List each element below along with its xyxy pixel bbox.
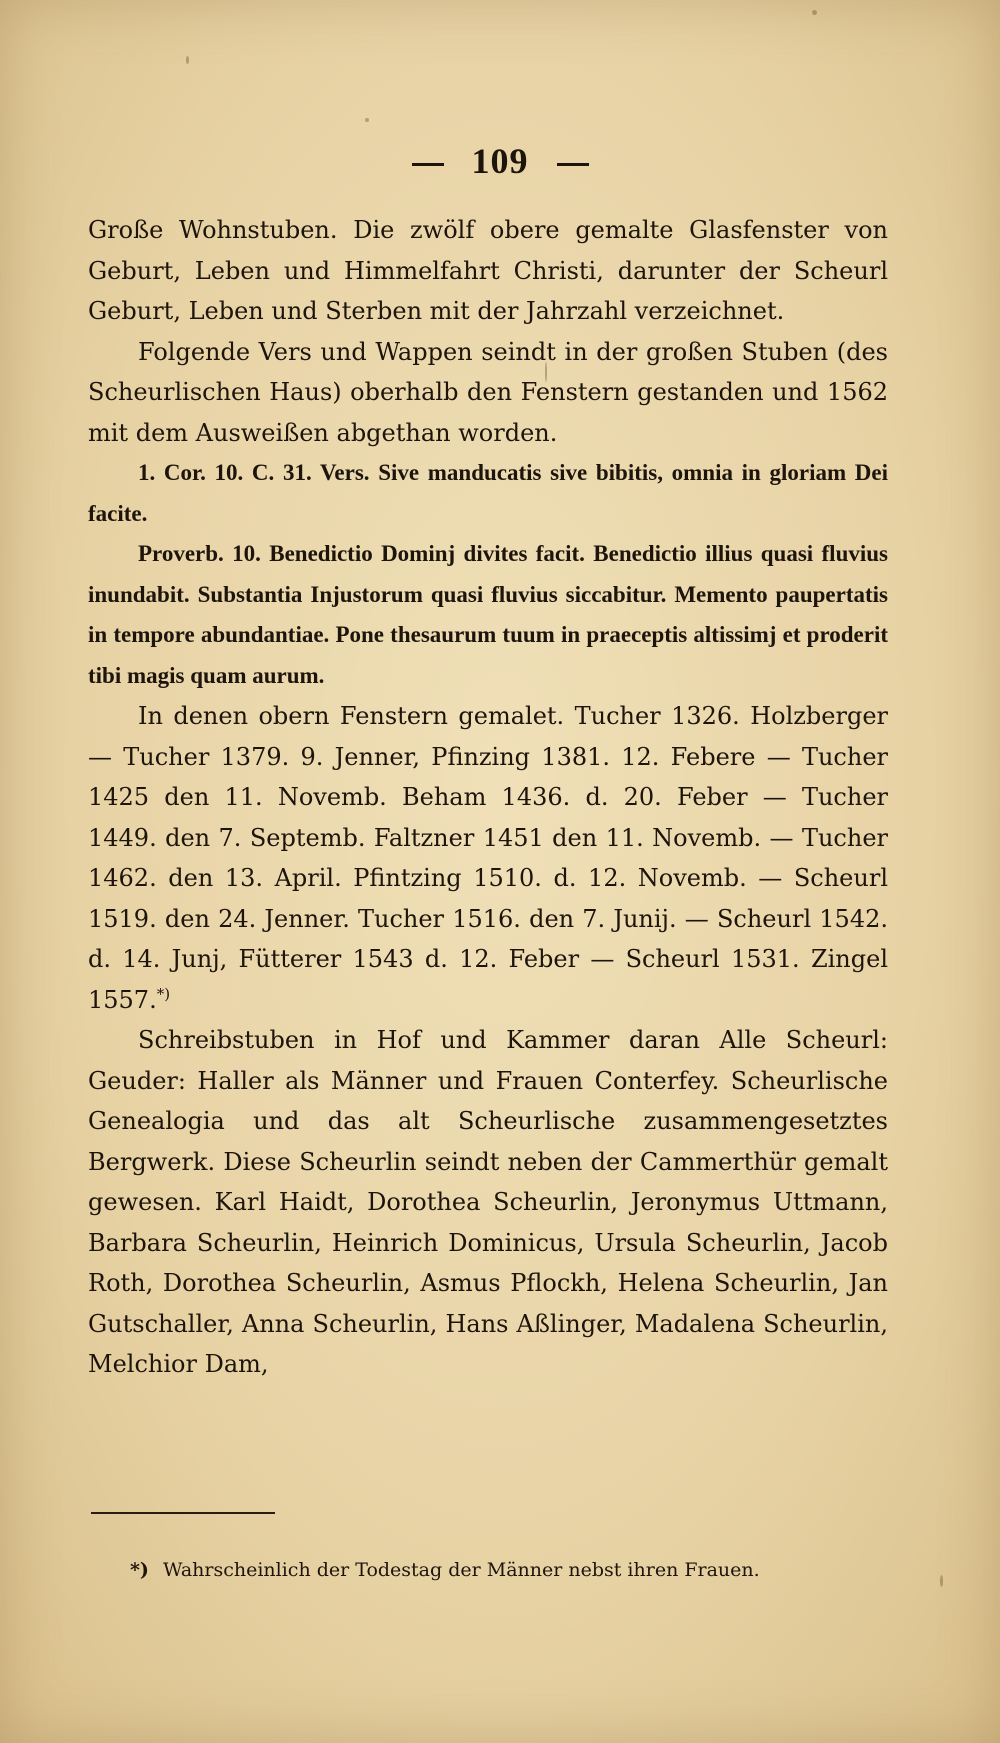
fenster-list-text: In denen obern Fenstern gemalet. Tucher 1326. Holzberger — Tucher 1379. 9. Jenner, Pfinzing 1381. 12. Febere — Tucher 1425 den 11. Novemb. Beham 1436. d. 20. Feber — Tucher 1449. den 7. Septemb. Faltzner 1451 den 11. Novemb. — Tucher 1462. den 13. April. Pfintzing 1510. d. 12. Novemb. — Scheurl 1519. den 24. Jenner. Tucher 1516. den 7. Junij. — Scheurl 1542. d. 14. Junj, Fütterer 1543 d. 12. Feber — Scheurl 1531. Zingel 1557. <box>88 702 888 1014</box>
header-dash-left <box>412 163 444 166</box>
footnote <box>130 1556 890 1584</box>
header-dash-right <box>557 163 589 166</box>
page-body <box>88 210 888 1385</box>
footnote-rule <box>91 1512 275 1514</box>
paragraph-vers-und-wappen: Folgende Vers und Wappen seindt in der großen Stuben (des Scheurlischen Haus) oberhalb den Fenstern gestanden und 1562 mit dem Ausweißen abgethan worden. <box>88 337 888 447</box>
footnote-reference: *) <box>156 984 171 1003</box>
paper-speck <box>940 1575 943 1587</box>
paper-speck <box>365 118 369 122</box>
paragraph-latin-corinthians: 1. Cor. 10. C. 31. Vers. Sive manducatis sive bibitis, omnia in gloriam Dei facite. <box>88 460 888 526</box>
footnote-mark: *) <box>130 1559 149 1581</box>
paragraph-latin-proverbs: Proverb. 10. Benedictio Dominj divites facit. Benedictio illius quasi fluvius inundabit. Substantia Injustorum quasi fluvius siccabitur. Memento paupertatis in tempore abundantiae. Pone thesaurum tuum in praeceptis altissimj et proderit tibi magis quam aurum. <box>88 541 888 688</box>
page-number: 109 <box>471 141 529 181</box>
paragraph-schreibstuben: Schreibstuben in Hof und Kammer daran Alle Scheurl: Geuder: Haller als Männer und Frauen Conterfey. Scheurlische Genealogia und das alt Scheurlische zusammengesetztes Bergwerk. Diese Scheurlin seindt neben der Cammerthür gemalt gewesen. Karl Haidt, Dorothea Scheurlin, Jeronymus Uttmann, Barbara Scheurlin, Heinrich Dominicus, Ursula Scheurlin, Jacob Roth, Dorothea Scheurlin, Asmus Pflockh, Helena Scheurlin, Jan Gutschaller, Anna Scheurlin, Hans Aßlinger, Madalena Scheurlin, Melchior Dam, <box>88 1026 888 1378</box>
paper-speck <box>812 10 817 15</box>
page-header <box>0 140 1000 182</box>
paragraph-fenster-list <box>88 696 888 1020</box>
paper-speck <box>186 56 189 64</box>
paragraph-wohnstuben: Große Wohnstuben. Die zwölf obere gemalte Glasfenster von Geburt, Leben und Himmelfahrt Christi, darunter der Scheurl Geburt, Leben und Sterben mit der Jahrzahl verzeichnet. <box>88 216 888 325</box>
footnote-text: Wahrscheinlich der Todestag der Männer nebst ihren Frauen. <box>162 1559 760 1581</box>
